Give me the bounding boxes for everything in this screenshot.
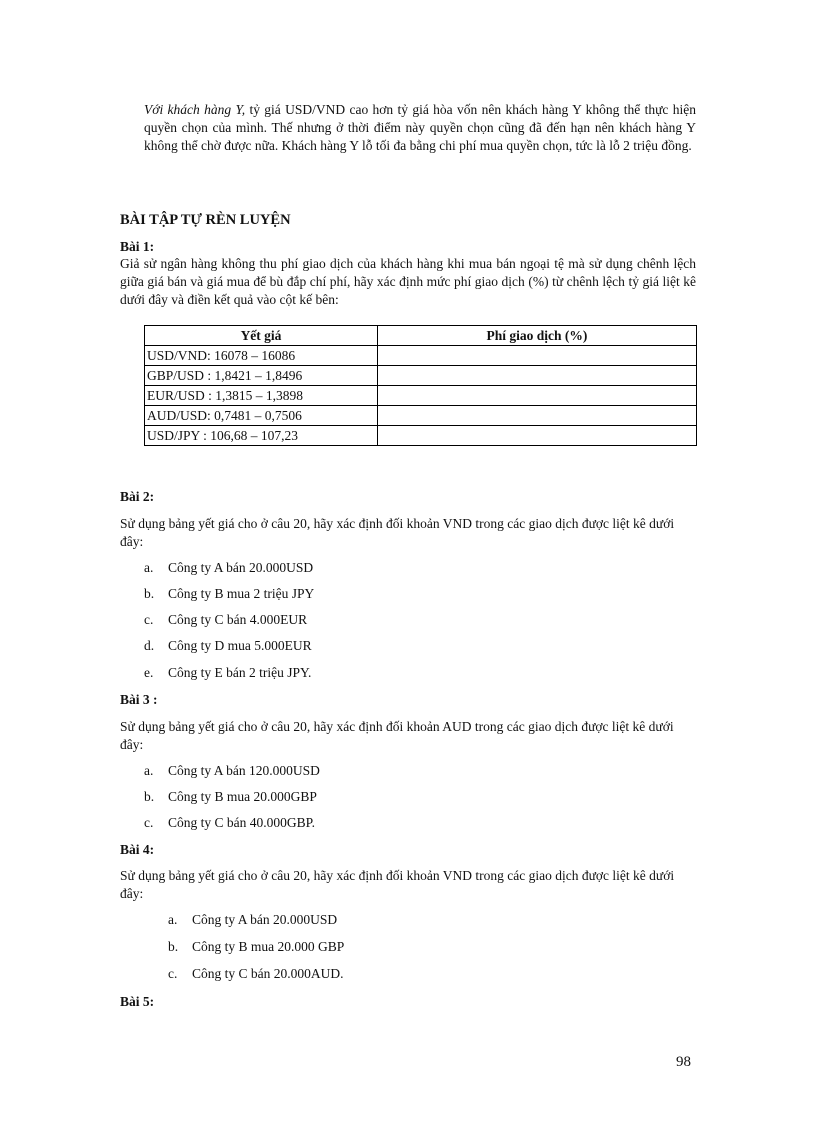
table-cell-quote: USD/JPY : 106,68 – 107,23 (145, 426, 378, 446)
list-marker: c. (168, 966, 178, 981)
list-item (144, 637, 312, 655)
bai2-title: Bài 2: (120, 489, 155, 504)
list-item (144, 814, 315, 832)
table-header-fee: Phí giao dịch (%) (378, 326, 697, 346)
table-row (145, 406, 697, 426)
list-text: Công ty C bán 4.000EUR (168, 612, 308, 627)
list-marker: a. (168, 912, 178, 927)
list-item (144, 559, 313, 577)
bai2-text: Sử dụng bảng yết giá cho ở câu 20, hãy xác định đối khoản VND trong các giao dịch được liệt kê dưới đây: (120, 516, 675, 549)
intro-text: tỷ giá USD/VND cao hơn tỷ giá hòa vốn nên khách hàng Y không thể thực hiện quyền chọn của mình. Thế nhưng ở thời điểm này quyền chọn cũng đã đến hạn nên khách hàng Y không thể chờ được nữa. Khách hàng Y lỗ tối đa bằng chi phí mua quyền chọn, tức là lỗ 2 triệu đồng. (144, 102, 696, 153)
intro-paragraph (144, 101, 696, 155)
page-number: 98 (676, 1054, 691, 1070)
list-text: Công ty B mua 20.000 GBP (192, 939, 345, 954)
list-text: Công ty B mua 20.000GBP (168, 789, 317, 804)
list-marker: a. (144, 560, 154, 575)
list-item (168, 911, 337, 929)
table-row (145, 346, 697, 366)
list-item (168, 965, 344, 983)
list-text: Công ty D mua 5.000EUR (168, 638, 312, 653)
bai3-text: Sử dụng bảng yết giá cho ở câu 20, hãy xác định đối khoản AUD trong các giao dịch được liệt kê dưới đây: (120, 719, 674, 752)
list-item (144, 664, 311, 682)
bai5-title: Bài 5: (120, 994, 155, 1009)
list-item (168, 938, 344, 956)
table-cell-quote: AUD/USD: 0,7481 – 0,7506 (145, 406, 378, 426)
section-title: BÀI TẬP TỰ RÈN LUYỆN (120, 212, 291, 228)
bai3-title: Bài 3 : (120, 692, 158, 707)
list-marker: a. (144, 763, 154, 778)
table-cell-quote: EUR/USD : 1,3815 – 1,3898 (145, 386, 378, 406)
list-item (144, 788, 317, 806)
list-text: Công ty A bán 20.000USD (192, 912, 338, 927)
list-marker: e. (144, 665, 154, 680)
list-item (144, 762, 320, 780)
table-header-quote: Yết giá (145, 326, 378, 346)
list-marker: c. (144, 815, 154, 830)
table-row (145, 426, 697, 446)
table-row (145, 366, 697, 386)
list-item (144, 585, 314, 603)
bai4-title: Bài 4: (120, 842, 155, 857)
list-marker: b. (144, 586, 155, 601)
list-text: Công ty C bán 40.000GBP. (168, 815, 316, 830)
list-marker: b. (144, 789, 155, 804)
list-text: Công ty A bán 120.000USD (168, 763, 320, 778)
table-cell-fee (378, 346, 697, 366)
bai1-text: Giả sử ngân hàng không thu phí giao dịch của khách hàng khi mua bán ngoại tệ mà sử dụng chênh lệch giữa giá bán và giá mua để bù đắp chí phí, hãy xác định mức phí giao dịch (%) từ chênh lệch tỷ giá liệt kê dưới đây và điền kết quả vào cột kế bên: (120, 256, 696, 307)
list-text: Công ty A bán 20.000USD (168, 560, 314, 575)
table-cell-quote: GBP/USD : 1,8421 – 1,8496 (145, 366, 378, 386)
list-text: Công ty E bán 2 triệu JPY. (168, 665, 312, 680)
rates-table (144, 325, 697, 446)
table-cell-fee (378, 386, 697, 406)
list-item (144, 611, 307, 629)
table-cell-quote: USD/VND: 16078 – 16086 (145, 346, 378, 366)
list-marker: d. (144, 638, 155, 653)
list-text: Công ty B mua 2 triệu JPY (168, 586, 315, 601)
intro-italic-lead: Với khách hàng Y, (144, 102, 246, 117)
table-header-row (145, 326, 697, 346)
table-row (145, 386, 697, 406)
bai1-title: Bài 1: (120, 239, 155, 254)
table-cell-fee (378, 366, 697, 386)
table-cell-fee (378, 406, 697, 426)
list-text: Công ty C bán 20.000AUD. (192, 966, 344, 981)
list-marker: b. (168, 939, 179, 954)
bai4-text: Sử dụng bảng yết giá cho ở câu 20, hãy xác định đối khoản VND trong các giao dịch được liệt kê dưới đây: (120, 868, 675, 901)
list-marker: c. (144, 612, 154, 627)
table-cell-fee (378, 426, 697, 446)
